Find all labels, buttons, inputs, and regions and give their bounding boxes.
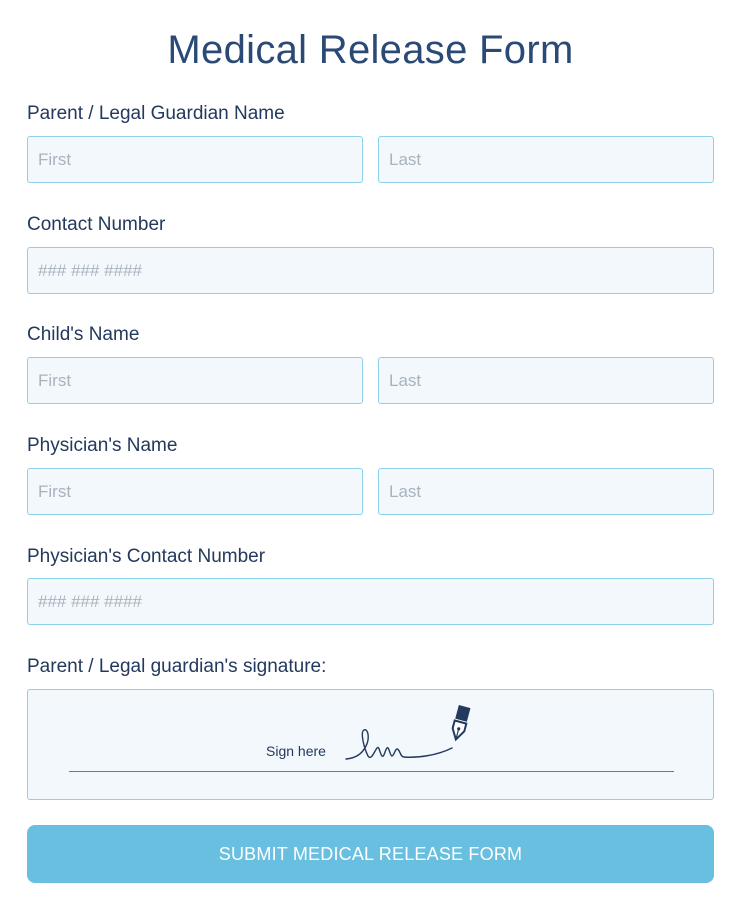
sign-here-hint: Sign here [266, 743, 326, 759]
guardian-last-name-input[interactable] [378, 136, 714, 183]
submit-button[interactable]: SUBMIT MEDICAL RELEASE FORM [27, 825, 714, 883]
pen-signature-icon [344, 704, 480, 766]
physician-contact-input[interactable] [27, 578, 714, 625]
guardian-name-label: Parent / Legal Guardian Name [27, 103, 285, 124]
signature-pad[interactable] [27, 689, 714, 800]
physician-name-label: Physician's Name [27, 435, 178, 456]
contact-number-input[interactable] [27, 247, 714, 294]
guardian-first-name-input[interactable] [27, 136, 363, 183]
child-first-name-input[interactable] [27, 357, 363, 404]
physician-last-name-input[interactable] [378, 468, 714, 515]
child-name-label: Child's Name [27, 324, 140, 345]
child-last-name-input[interactable] [378, 357, 714, 404]
signature-line [69, 771, 674, 772]
contact-number-label: Contact Number [27, 214, 166, 235]
physician-first-name-input[interactable] [27, 468, 363, 515]
signature-label: Parent / Legal guardian's signature: [27, 656, 327, 677]
physician-contact-label: Physician's Contact Number [27, 546, 266, 567]
page-title: Medical Release Form [167, 28, 574, 72]
